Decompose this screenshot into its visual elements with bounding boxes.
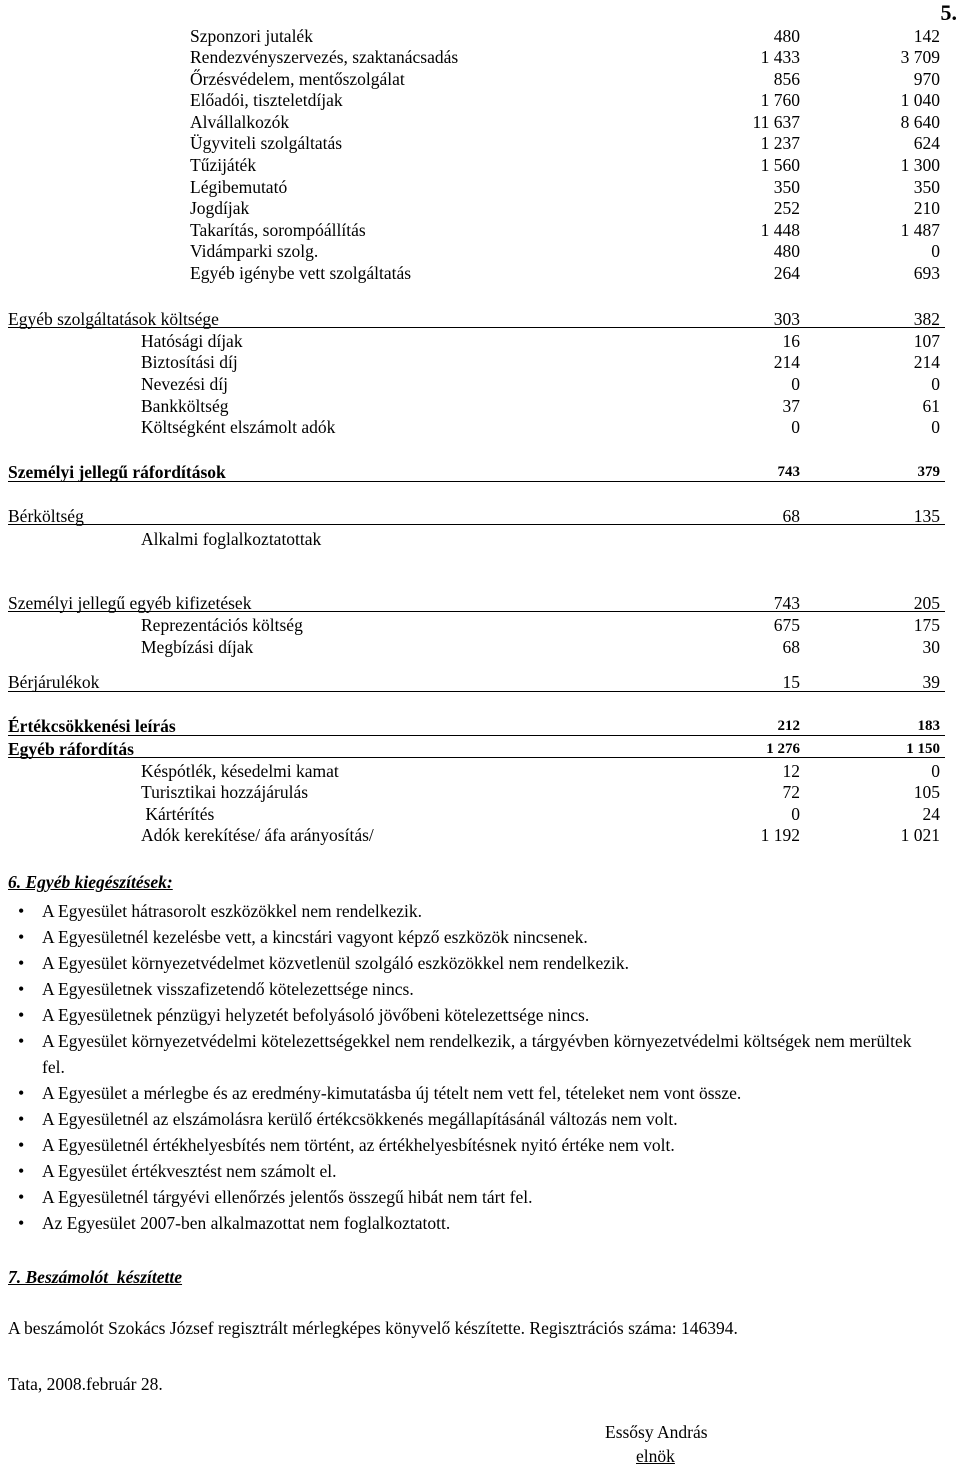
section-value-2: 39 xyxy=(922,672,940,692)
list-item: • A Egyesület környezetvédelmet közvetlenül szolgáló eszközökkel nem rendelkezik. xyxy=(8,950,948,976)
list-item: • A Egyesület a mérlegbe és az eredmény-kimutatásba új tételt nem vett fel, tételeket nem vont össze. xyxy=(8,1080,948,1106)
row-label: Jogdíjak xyxy=(190,198,250,218)
row-label: Kártérítés xyxy=(141,804,215,824)
row-value-1: 11 637 xyxy=(752,112,800,132)
row-label: Szponzori jutalék xyxy=(190,26,313,46)
row-value-2: 970 xyxy=(913,69,940,89)
section-title: Személyi jellegű egyéb kifizetések xyxy=(8,593,252,613)
list-item: • Az Egyesület 2007-ben alkalmazottat nem foglalkoztatott. xyxy=(8,1210,948,1236)
list-item: • A Egyesületnél tárgyévi ellenőrzés jelentős összegű hibát nem tárt fel. xyxy=(8,1184,948,1210)
row-label: Alvállalkozók xyxy=(190,112,290,132)
row-label: Tűzijáték xyxy=(190,155,257,175)
section-title: Értékcsökkenési leírás xyxy=(8,716,176,736)
divider xyxy=(8,481,945,482)
row-label: Vidámparki szolg. xyxy=(190,241,319,261)
row-value-1: 1 560 xyxy=(760,155,800,175)
row-value-1: 0 xyxy=(791,417,800,437)
section-6-heading: 6. Egyéb kiegészítések: xyxy=(8,872,173,892)
section-value-2: 382 xyxy=(913,309,940,329)
signer-title: elnök xyxy=(636,1446,675,1466)
row-value-1: 1 192 xyxy=(760,825,800,845)
section-value-1: 743 xyxy=(777,464,800,480)
row-value-2: 1 040 xyxy=(900,90,940,110)
preparer-statement: A beszámolót Szokács József regisztrált mérlegképes könyvelő készítette. Regisztrációs száma: 146394. xyxy=(8,1318,738,1338)
row-value-2: 624 xyxy=(913,133,940,153)
row-label: Egyéb igénybe vett szolgáltatás xyxy=(190,263,412,283)
row-value-2: 1 487 xyxy=(900,220,940,240)
section-title: Bérköltség xyxy=(8,506,84,526)
row-label: Bankköltség xyxy=(141,396,229,416)
section-6-list xyxy=(8,898,948,1236)
row-value-1: 1 760 xyxy=(760,90,800,110)
row-value-1: 252 xyxy=(773,198,800,218)
row-value-1: 1 448 xyxy=(760,220,800,240)
section-value-2: 135 xyxy=(913,506,940,526)
page-number: 5. xyxy=(940,0,957,25)
list-item: • A Egyesület környezetvédelmi kötelezettségekkel nem rendelkezik, a tárgyévben környezetvédelmi költségek nem merültek fel. xyxy=(8,1028,948,1080)
list-item: • A Egyesületnek visszafizetendő kötelezettsége nincs. xyxy=(8,976,948,1002)
row-value-2: 105 xyxy=(913,782,940,802)
row-label: Adók kerekítése/ áfa arányosítás/ xyxy=(141,825,374,845)
row-value-2: 8 640 xyxy=(900,112,940,132)
divider xyxy=(8,757,945,758)
row-value-2: 214 xyxy=(913,352,940,372)
list-item: • A Egyesület hátrasorolt eszközökkel nem rendelkezik. xyxy=(8,898,948,924)
section-value-2: 1 150 xyxy=(906,741,940,757)
row-value-1: 675 xyxy=(773,615,800,635)
row-value-2: 61 xyxy=(922,396,940,416)
row-label: Előadói, tiszteletdíjak xyxy=(190,90,343,110)
row-value-1: 12 xyxy=(782,761,800,781)
section-value-1: 743 xyxy=(773,593,800,613)
row-value-1: 0 xyxy=(791,374,800,394)
row-value-2: 3 709 xyxy=(900,47,940,67)
row-value-2: 175 xyxy=(913,615,940,635)
list-item: • A Egyesületnél értékhelyesbítés nem történt, az értékhelyesbítésnek nyitó értéke nem volt. xyxy=(8,1132,948,1158)
section-7-heading: 7. Beszámolót készítette xyxy=(8,1267,183,1287)
section-title: Személyi jellegű ráfordítások xyxy=(8,462,226,482)
section-value-1: 15 xyxy=(782,672,800,692)
row-label: Takarítás, sorompóállítás xyxy=(190,220,366,240)
row-value-1: 350 xyxy=(773,177,800,197)
list-item: • A Egyesületnek pénzügyi helyzetét befolyásoló jövőbeni kötelezettsége nincs. xyxy=(8,1002,948,1028)
row-value-2: 142 xyxy=(913,26,940,46)
row-value-1: 37 xyxy=(782,396,800,416)
row-value-2: 0 xyxy=(931,761,940,781)
row-value-1: 480 xyxy=(773,26,800,46)
section-value-2: 205 xyxy=(913,593,940,613)
row-value-1: 1 237 xyxy=(760,133,800,153)
section-value-1: 68 xyxy=(782,506,800,526)
row-value-2: 0 xyxy=(931,241,940,261)
row-value-1: 480 xyxy=(773,241,800,261)
row-label: Ügyviteli szolgáltatás xyxy=(190,133,343,153)
row-value-1: 1 433 xyxy=(760,47,800,67)
row-label: Biztosítási díj xyxy=(141,352,238,372)
row-value-2: 693 xyxy=(913,263,940,283)
place-date: Tata, 2008.február 28. xyxy=(8,1374,163,1394)
row-value-2: 1 300 xyxy=(900,155,940,175)
row-label: Nevezési díj xyxy=(141,374,228,394)
row-label: Légibemutató xyxy=(190,177,288,197)
section-title: Egyéb ráfordítás xyxy=(8,739,134,759)
row-value-2: 1 021 xyxy=(900,825,940,845)
row-value-2: 0 xyxy=(931,374,940,394)
row-value-1: 0 xyxy=(791,804,800,824)
section-value-1: 1 276 xyxy=(766,741,800,757)
section-value-1: 212 xyxy=(777,718,800,734)
row-value-1: 16 xyxy=(782,331,800,351)
row-label: Költségként elszámolt adók xyxy=(141,417,336,437)
list-item: • A Egyesületnél kezelésbe vett, a kincstári vagyont képző eszközök nincsenek. xyxy=(8,924,948,950)
row-label: Reprezentációs költség xyxy=(141,615,303,635)
row-value-2: 107 xyxy=(913,331,940,351)
section-title: Bérjárulékok xyxy=(8,672,100,692)
divider xyxy=(8,735,945,736)
divider xyxy=(8,327,945,328)
section-value-2: 379 xyxy=(917,464,940,480)
section-value-1: 303 xyxy=(773,309,800,329)
row-value-1: 856 xyxy=(773,69,800,89)
divider xyxy=(8,691,945,692)
list-item: • A Egyesületnél az elszámolásra kerülő értékcsökkenés megállapításánál változás nem volt. xyxy=(8,1106,948,1132)
divider xyxy=(8,611,945,612)
row-value-2: 30 xyxy=(922,637,940,657)
row-value-1: 68 xyxy=(782,637,800,657)
list-item: • A Egyesület értékvesztést nem számolt el. xyxy=(8,1158,948,1184)
row-value-1: 214 xyxy=(773,352,800,372)
row-label: Megbízási díjak xyxy=(141,637,254,657)
row-value-2: 0 xyxy=(931,417,940,437)
section-title: Egyéb szolgáltatások költsége xyxy=(8,309,219,329)
row-label: Hatósági díjak xyxy=(141,331,243,351)
row-value-2: 24 xyxy=(922,804,940,824)
row-value-2: 350 xyxy=(913,177,940,197)
row-value-1: 72 xyxy=(782,782,800,802)
row-label: Őrzésvédelem, mentőszolgálat xyxy=(190,69,405,89)
divider xyxy=(8,524,945,525)
section-value-2: 183 xyxy=(917,718,940,734)
row-value-1: 264 xyxy=(773,263,800,283)
row-value-2: 210 xyxy=(913,198,940,218)
signer-name: Essősy András xyxy=(605,1422,708,1442)
row-label: Turisztikai hozzájárulás xyxy=(141,782,309,802)
row-label: Alkalmi foglalkoztatottak xyxy=(141,529,322,549)
row-label: Késpótlék, késedelmi kamat xyxy=(141,761,339,781)
row-label: Rendezvényszervezés, szaktanácsadás xyxy=(190,47,459,67)
